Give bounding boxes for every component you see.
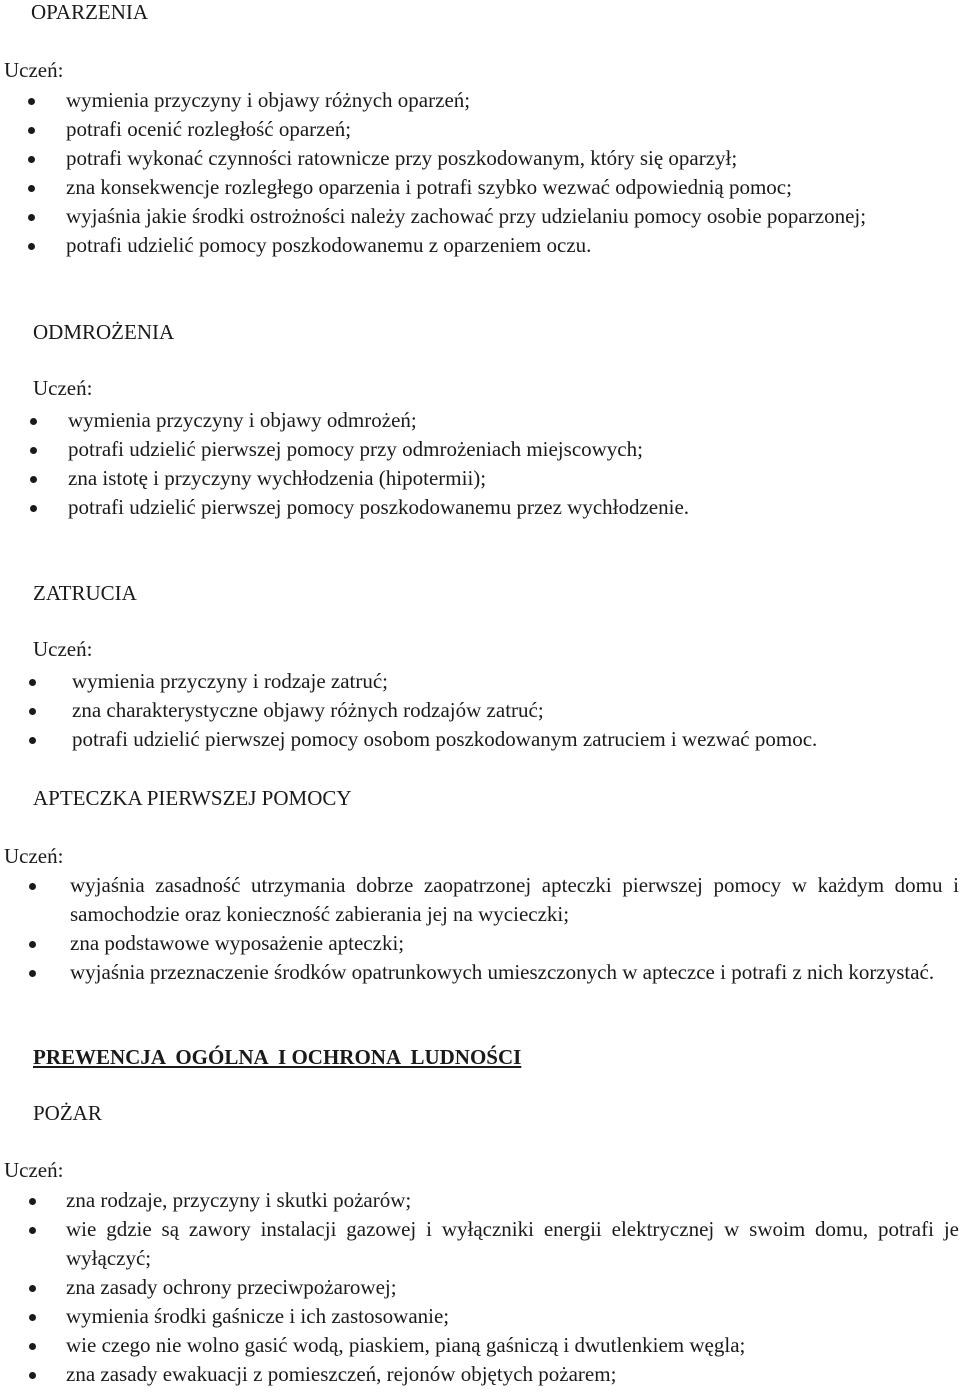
- list-item: potrafi udzielić pomocy poszkodowanemu z oparzeniem oczu.: [66, 231, 959, 260]
- list-item: wie czego nie wolno gasić wodą, piaskiem, pianą gaśniczą i dwutlenkiem węgla;: [66, 1331, 959, 1360]
- student-label: Uczeń:: [4, 1158, 64, 1182]
- list-item: wymienia przyczyny i objawy odmrożeń;: [68, 406, 948, 435]
- list-item: potrafi wykonać czynności ratownicze przy poszkodowanym, który się oparzył;: [66, 144, 959, 173]
- list-oparzenia: [66, 86, 959, 260]
- list-item: wymienia przyczyny i objawy różnych oparzeń;: [66, 86, 959, 115]
- list-item: zna charakterystyczne objawy różnych rodzajów zatruć;: [72, 696, 952, 725]
- section-title-zatrucia: ZATRUCIA: [33, 581, 137, 605]
- list-item: wyjaśnia przeznaczenie środków opatrunkowych umieszczonych w apteczce i potrafi z nich korzystać.: [70, 958, 959, 987]
- list-item: wyjaśnia zasadność utrzymania dobrze zaopatrzonej apteczki pierwszej pomocy w każdym domu i samochodzie oraz konieczność zabierania jej na wycieczki;: [70, 871, 959, 929]
- list-item: wie gdzie są zawory instalacji gazowej i wyłączniki energii elektrycznej w swoim domu, potrafi je wyłączyć;: [66, 1215, 959, 1273]
- list-zatrucia: [72, 667, 952, 754]
- list-item: zna istotę i przyczyny wychłodzenia (hipotermii);: [68, 464, 948, 493]
- list-item: potrafi udzielić pierwszej pomocy poszkodowanemu przez wychłodzenie.: [68, 493, 948, 522]
- list-item: wyjaśnia jakie środki ostrożności należy zachować przy udzielaniu pomocy osobie poparzonej;: [66, 202, 959, 231]
- list-item: zna podstawowe wyposażenie apteczki;: [70, 929, 959, 958]
- list-item: wymienia środki gaśnicze i ich zastosowanie;: [66, 1302, 959, 1331]
- student-label: Uczeń:: [4, 844, 64, 868]
- list-item: potrafi ocenić rozległość oparzeń;: [66, 115, 959, 144]
- list-item: zna konsekwencje rozległego oparzenia i potrafi szybko wezwać odpowiednią pomoc;: [66, 173, 959, 202]
- section-title-pozar: POŻAR: [33, 1101, 102, 1125]
- list-odmrozenia: [68, 406, 948, 522]
- student-label: Uczeń:: [33, 376, 93, 400]
- list-item: zna zasady ewakuacji z pomieszczeń, rejonów objętych pożarem;: [66, 1360, 959, 1389]
- section-title-apteczka: APTECZKA PIERWSZEJ POMOCY: [33, 786, 352, 810]
- section-title-odmrozenia: ODMROŻENIA: [33, 320, 175, 344]
- list-item: wymienia przyczyny i rodzaje zatruć;: [72, 667, 952, 696]
- list-item: potrafi udzielić pierwszej pomocy osobom poszkodowanym zatruciem i wezwać pomoc.: [72, 725, 952, 754]
- list-apteczka: [70, 871, 959, 987]
- list-item: potrafi udzielić pierwszej pomocy przy odmrożeniach miejscowych;: [68, 435, 948, 464]
- section-title-oparzenia: OPARZENIA: [31, 0, 149, 24]
- list-item: zna rodzaje, przyczyny i skutki pożarów;: [66, 1186, 959, 1215]
- student-label: Uczeń:: [33, 637, 93, 661]
- student-label: Uczeń:: [4, 58, 64, 82]
- list-item: zna zasady ochrony przeciwpożarowej;: [66, 1273, 959, 1302]
- list-pozar: [66, 1186, 959, 1389]
- main-heading: PREWENCJA OGÓLNA I OCHRONA LUDNOŚCI: [33, 1045, 522, 1069]
